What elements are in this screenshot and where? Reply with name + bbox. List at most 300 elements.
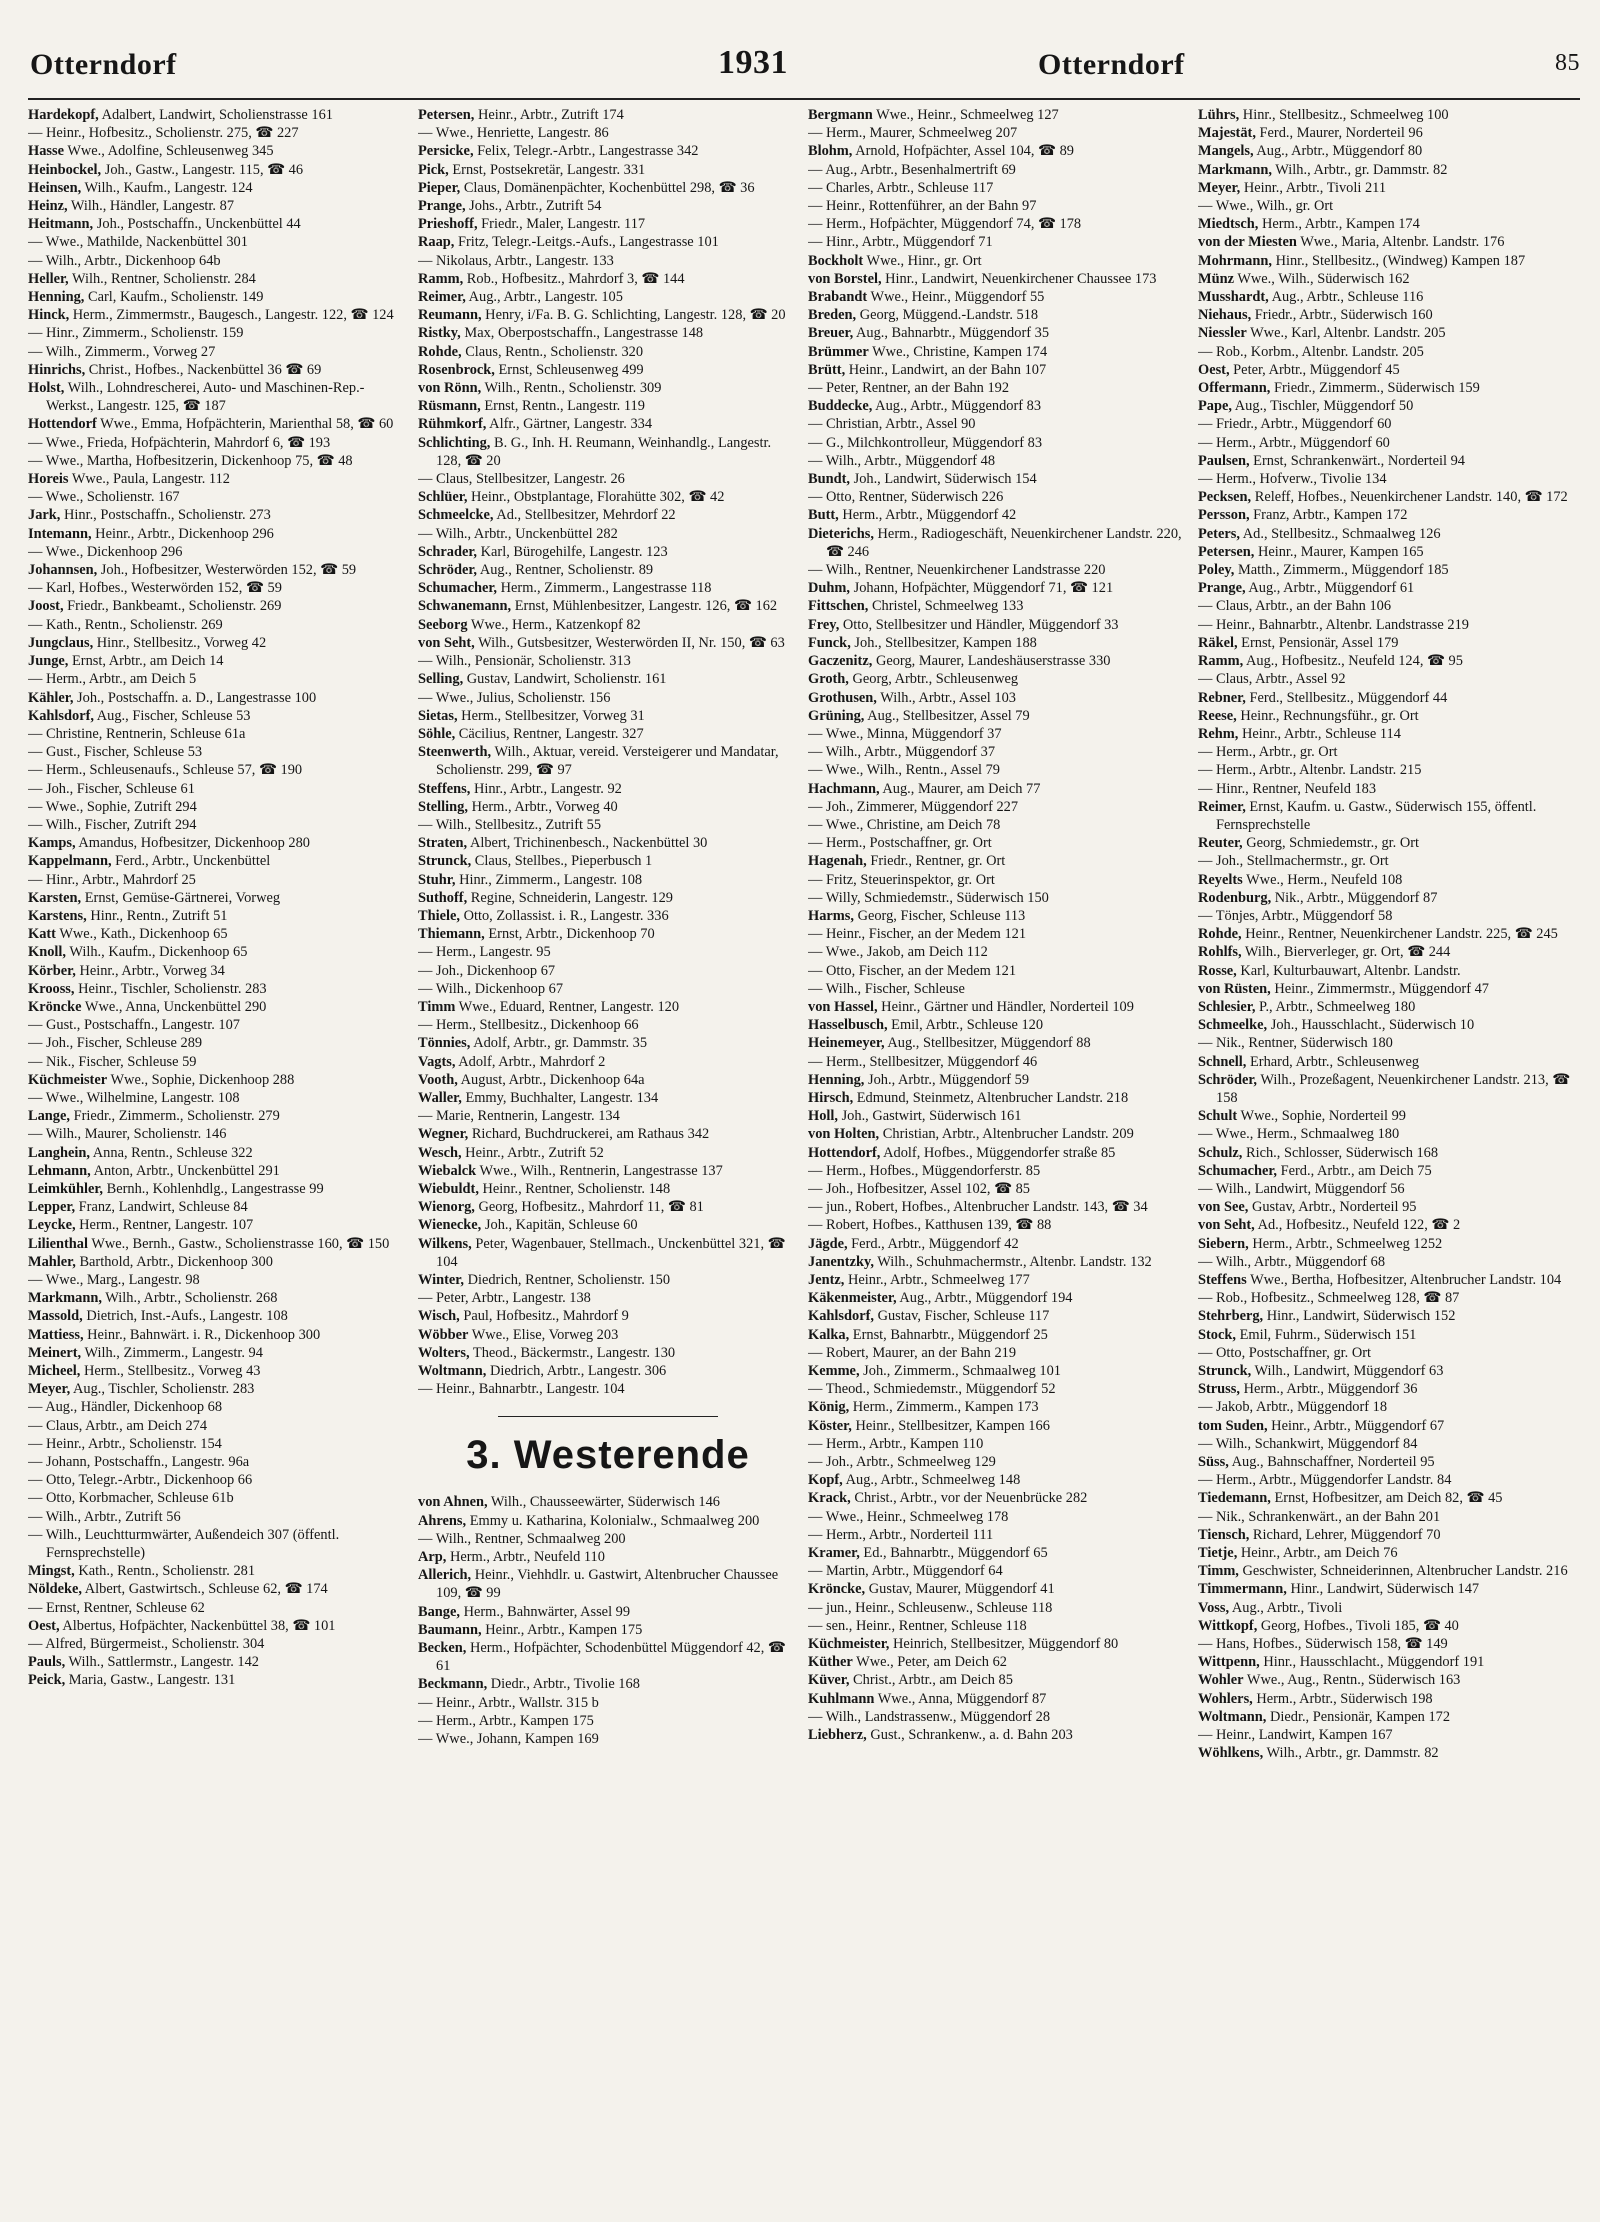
entry-surname: Wilkens,: [418, 1235, 472, 1252]
directory-entry: [28, 1617, 408, 1635]
entry-details: Heinr., Rentner, Neuenkirchener Landstr. 225, ☎ 245: [1241, 926, 1558, 943]
entry-details: — Wilh., Fischer, Schleuse: [808, 980, 965, 997]
entry-details: — Otto, Telegr.-Arbtr., Dickenhoop 66: [28, 1472, 253, 1489]
entry-details: Wwe., Emma, Hofpächterin, Marienthal 58, ☎ 60: [96, 416, 394, 433]
entry-details: Heinr., Rechnungsführ., gr. Ort: [1236, 707, 1419, 724]
directory-entry: [1198, 1016, 1578, 1034]
directory-entry: [28, 525, 408, 543]
directory-columns: [28, 106, 1580, 2106]
directory-entry: [808, 616, 1188, 634]
directory-entry: [28, 1398, 408, 1416]
entry-surname: Ahrens,: [418, 1512, 467, 1529]
directory-entry: [418, 1675, 798, 1693]
directory-entry: [808, 1398, 1188, 1416]
directory-entry: [418, 871, 798, 889]
directory-entry: [28, 1307, 408, 1325]
entry-surname: Lilienthal: [28, 1235, 88, 1252]
directory-entry: [418, 1380, 798, 1398]
directory-entry: [1198, 1216, 1578, 1234]
entry-details: — Wwe., Mathilde, Nackenbüttel 301: [28, 234, 248, 251]
entry-details: — Wwe., Wilh., gr. Ort: [1198, 198, 1334, 215]
directory-entry: [418, 780, 798, 798]
entry-details: Ernst, Arbtr., Dickenhoop 70: [484, 926, 655, 943]
entry-surname: Wöbber: [418, 1326, 469, 1343]
entry-surname: Oest,: [1198, 361, 1230, 378]
entry-details: — Otto, Korbmacher, Schleuse 61b: [28, 1490, 234, 1507]
directory-entry: [28, 1562, 408, 1580]
entry-details: Herm., Zimmerm., Langestrasse 118: [497, 580, 712, 597]
directory-entry: [1198, 124, 1578, 142]
entry-surname: von See,: [1198, 1199, 1249, 1216]
directory-entry: [1198, 142, 1578, 160]
directory-entry: [808, 670, 1188, 688]
entry-surname: Hachmann,: [808, 780, 880, 797]
entry-surname: Baumann,: [418, 1621, 482, 1638]
entry-details: — Herm., Hofpächter, Müggendorf 74, ☎ 178: [808, 216, 1082, 233]
directory-entry: [418, 1603, 798, 1621]
entry-details: Joh., Arbtr., Müggendorf 59: [864, 1071, 1030, 1088]
entry-surname: Mingst,: [28, 1563, 75, 1580]
directory-entry: [28, 488, 408, 506]
directory-entry: [418, 506, 798, 524]
directory-entry: [28, 197, 408, 215]
entry-surname: Woltmann,: [1198, 1708, 1267, 1725]
directory-entry: [418, 179, 798, 197]
directory-entry: [418, 1694, 798, 1712]
entry-details: August, Arbtr., Dickenhoop 64a: [457, 1071, 645, 1088]
directory-entry: [808, 980, 1188, 998]
directory-entry: [1198, 1253, 1578, 1271]
directory-entry: [1198, 634, 1578, 652]
directory-entry: [418, 270, 798, 288]
entry-surname: Holst,: [28, 380, 65, 397]
directory-entry: [28, 1162, 408, 1180]
directory-entry: [808, 506, 1188, 524]
entry-details: Hinr., Postschaffn., Scholienstr. 273: [60, 507, 271, 524]
directory-entry: [28, 1216, 408, 1234]
entry-details: Ernst, Kaufm. u. Gastw., Süderwisch 155, öffentl. Fernsprechstelle: [1216, 798, 1537, 833]
directory-entry: [1198, 980, 1578, 998]
directory-entry: [1198, 1125, 1578, 1143]
directory-entry: [418, 379, 798, 397]
column-2: [418, 106, 798, 2106]
directory-entry: [808, 1653, 1188, 1671]
directory-entry: [28, 124, 408, 142]
directory-entry: [808, 1216, 1188, 1234]
directory-entry: [808, 1508, 1188, 1526]
entry-details: Peter, Wagenbauer, Stellmach., Unckenbüttel 321, ☎ 104: [436, 1235, 786, 1270]
entry-surname: Küver,: [808, 1672, 850, 1689]
entry-details: Kath., Rentn., Scholienstr. 281: [74, 1563, 256, 1580]
directory-entry: [808, 943, 1188, 961]
entry-details: — Wwe., Heinr., Schmeelweg 178: [808, 1508, 1009, 1525]
entry-details: — Karl, Hofbes., Westerwörden 152, ☎ 59: [28, 580, 282, 597]
entry-details: Wilh., Arbtr., gr. Dammstr. 82: [1263, 1745, 1439, 1762]
entry-surname: Johannsen,: [28, 562, 98, 579]
entry-details: Hinr., Landwirt, Süderwisch 152: [1263, 1308, 1456, 1325]
directory-entry: [808, 1034, 1188, 1052]
entry-details: Aug., Arbtr., Langestr. 105: [465, 289, 623, 306]
entry-details: — Tönjes, Arbtr., Müggendorf 58: [1198, 907, 1393, 924]
entry-surname: Niessler: [1198, 325, 1247, 342]
entry-surname: Hottendorf: [28, 416, 97, 433]
entry-details: — Joh., Stellmachermstr., gr. Ort: [1198, 853, 1389, 870]
directory-entry: [418, 252, 798, 270]
directory-entry: [1198, 597, 1578, 615]
entry-details: Aug., Tischler, Müggendorf 50: [1231, 398, 1414, 415]
directory-entry: [808, 1708, 1188, 1726]
directory-entry: [418, 907, 798, 925]
entry-details: Herm., Arbtr., Schmeelweg 1252: [1248, 1235, 1443, 1252]
directory-entry: [28, 998, 408, 1016]
entry-surname: Heinsen,: [28, 179, 82, 196]
entry-surname: Schlichting,: [418, 434, 491, 451]
directory-entry: [418, 1493, 798, 1511]
entry-details: Heinr., Arbtr., Schleuse 114: [1238, 725, 1401, 742]
entry-details: Cäcilius, Rentner, Langestr. 327: [455, 725, 644, 742]
entry-details: Wwe., Kath., Dickenhoop 65: [55, 926, 228, 943]
directory-entry: [1198, 1471, 1578, 1489]
directory-entry: [1198, 1635, 1578, 1653]
entry-details: Aug., Arbtr., Müggendorf 83: [872, 398, 1042, 415]
entry-surname: Meyer,: [28, 1381, 71, 1398]
directory-entry: [28, 379, 408, 415]
entry-surname: Räkel,: [1198, 634, 1238, 651]
entry-details: Heinr., Arbtr., Zutrift 52: [461, 1144, 604, 1161]
directory-entry: [418, 233, 798, 251]
directory-entry: [28, 452, 408, 470]
entry-details: Aug., Arbtr., Schmeelweg 148: [842, 1472, 1021, 1489]
directory-entry: [808, 1053, 1188, 1071]
entry-surname: Breden,: [808, 307, 857, 324]
directory-entry: [28, 761, 408, 779]
entry-details: Wwe., Herm., Neufeld 108: [1242, 871, 1403, 888]
entry-surname: Wisch,: [418, 1308, 460, 1325]
directory-entry: [1198, 889, 1578, 907]
entry-details: Heinr., Arbtr., Kampen 175: [481, 1621, 643, 1638]
entry-surname: von Holten,: [808, 1126, 880, 1143]
entry-surname: Timm,: [1198, 1563, 1239, 1580]
directory-entry: [808, 1307, 1188, 1325]
directory-entry: [1198, 270, 1578, 288]
directory-entry: [28, 324, 408, 342]
directory-entry: [28, 106, 408, 124]
entry-details: Ferd., Arbtr., Müggendorf 42: [847, 1235, 1019, 1252]
entry-details: — Otto, Postschaffner, gr. Ort: [1198, 1344, 1372, 1361]
directory-entry: [28, 142, 408, 160]
entry-surname: Schnell,: [1198, 1053, 1247, 1070]
entry-details: Joh., Gastwirt, Süderwisch 161: [837, 1108, 1022, 1125]
directory-entry: [1198, 998, 1578, 1016]
entry-details: Joh., Postschaffn., Unckenbüttel 44: [93, 216, 301, 233]
entry-surname: Schlesier,: [1198, 998, 1256, 1015]
entry-surname: Wittkopf,: [1198, 1617, 1258, 1634]
entry-details: — Joh., Hofbesitzer, Assel 102, ☎ 85: [808, 1180, 1030, 1197]
entry-details: — Robert, Hofbes., Katthusen 139, ☎ 88: [808, 1217, 1052, 1234]
directory-entry: [28, 506, 408, 524]
entry-details: Herm., Arbtr., Neufeld 110: [446, 1549, 605, 1566]
entry-details: Releff, Hofbes., Neuenkirchener Landstr. 140, ☎ 172: [1251, 489, 1568, 506]
entry-details: Herm., Arbtr., Vorweg 40: [467, 798, 618, 815]
directory-entry: [808, 871, 1188, 889]
entry-details: Heinrich, Stellbesitzer, Müggendorf 80: [889, 1636, 1119, 1653]
entry-surname: Oest,: [28, 1617, 60, 1634]
entry-details: Claus, Rentn., Scholienstr. 320: [461, 343, 644, 360]
directory-entry: [1198, 1489, 1578, 1507]
directory-entry: [1198, 962, 1578, 980]
directory-entry: [1198, 233, 1578, 251]
directory-entry: [28, 1526, 408, 1562]
entry-details: Wwe., Anna, Müggendorf 87: [874, 1690, 1047, 1707]
entry-details: — Heinr., Bahnarbtr., Altenbr. Landstrasse 219: [1198, 616, 1469, 633]
entry-details: Otto, Zollassist. i. R., Langestr. 336: [459, 907, 669, 924]
directory-entry: [418, 943, 798, 961]
entry-surname: Söhle,: [418, 725, 456, 742]
directory-entry: [1198, 1653, 1578, 1671]
entry-details: Wwe., Bernh., Gastw., Scholienstrasse 160, ☎ 150: [87, 1235, 390, 1252]
entry-details: Emmy, Buchhalter, Langestr. 134: [461, 1089, 659, 1106]
entry-details: Matth., Zimmerm., Müggendorf 185: [1234, 562, 1449, 579]
directory-entry: [1198, 1289, 1578, 1307]
entry-details: Wilh., Chausseewärter, Süderwisch 146: [487, 1494, 720, 1511]
entry-details: Herm., Arbtr., Süderwisch 198: [1252, 1690, 1433, 1707]
entry-details: Heinr., Obstplantage, Florahütte 302, ☎ 42: [467, 489, 725, 506]
entry-surname: Reimer,: [1198, 798, 1246, 815]
directory-entry: [808, 925, 1188, 943]
directory-entry: [418, 1089, 798, 1107]
entry-surname: Heinbockel,: [28, 161, 102, 178]
directory-entry: [28, 798, 408, 816]
directory-entry: [1198, 1326, 1578, 1344]
entry-details: — Wwe., Julius, Scholienstr. 156: [418, 689, 611, 706]
entry-surname: Markmann,: [28, 1290, 102, 1307]
entry-details: Wwe., Sophie, Dickenhoop 288: [107, 1071, 295, 1088]
directory-entry: [418, 1216, 798, 1234]
directory-entry: [418, 1144, 798, 1162]
entry-details: Gustav, Maurer, Müggendorf 41: [865, 1581, 1055, 1598]
entry-surname: Tietje,: [1198, 1545, 1238, 1562]
directory-entry: [28, 889, 408, 907]
entry-surname: Poley,: [1198, 562, 1235, 579]
directory-entry: [1198, 1562, 1578, 1580]
column-3: [808, 106, 1188, 2106]
entry-details: Christel, Schmeelweg 133: [868, 598, 1024, 615]
directory-entry: [28, 1107, 408, 1125]
entry-surname: Schult: [1198, 1108, 1238, 1125]
entry-details: — Claus, Stellbesitzer, Langestr. 26: [418, 471, 625, 488]
entry-surname: Münz: [1198, 270, 1234, 287]
entry-surname: Prange,: [1198, 580, 1246, 597]
directory-entry: [418, 161, 798, 179]
entry-surname: Steffens: [1198, 1272, 1247, 1288]
entry-details: Heinr., Stellbesitzer, Kampen 166: [851, 1417, 1050, 1434]
entry-details: Ernst, Rentn., Langestr. 119: [480, 398, 645, 415]
directory-entry: [418, 1235, 798, 1271]
entry-details: Otto, Stellbesitzer und Händler, Müggendorf 33: [839, 616, 1119, 633]
entry-details: Emmy u. Katharina, Kolonialw., Schmaalweg 200: [466, 1512, 760, 1529]
entry-surname: Pecksen,: [1198, 489, 1252, 506]
directory-entry: [28, 233, 408, 251]
directory-entry: [418, 889, 798, 907]
entry-details: Wwe., Christine, Kampen 174: [868, 343, 1048, 360]
entry-details: Wwe., Karl, Altenbr. Landstr. 205: [1246, 325, 1446, 342]
entry-details: Ernst, Bahnarbtr., Müggendorf 25: [849, 1326, 1048, 1343]
entry-details: — Claus, Arbtr., an der Bahn 106: [1198, 598, 1392, 615]
header-year: 1931: [718, 44, 788, 81]
entry-details: Ferd., Maurer, Norderteil 96: [1255, 125, 1423, 142]
directory-entry: [808, 1271, 1188, 1289]
directory-entry: [808, 288, 1188, 306]
entry-surname: Mohrmann,: [1198, 252, 1272, 269]
entry-surname: Kahlsdorf,: [28, 707, 94, 724]
directory-entry: [418, 525, 798, 543]
entry-details: Theod., Bäckermstr., Langestr. 130: [469, 1344, 676, 1361]
entry-surname: Selling,: [418, 671, 464, 688]
entry-details: Franz, Arbtr., Kampen 172: [1249, 507, 1408, 524]
directory-entry: [1198, 324, 1578, 342]
directory-entry: [28, 852, 408, 870]
header-left-town: Otterndorf: [30, 48, 177, 81]
directory-entry: [808, 816, 1188, 834]
entry-details: Heinr., Arbtr., Dickenhoop 296: [91, 525, 274, 542]
entry-surname: Allerich,: [418, 1567, 472, 1584]
entry-surname: Ramm,: [1198, 653, 1244, 670]
entry-details: Wilh., Kaufm., Dickenhoop 65: [66, 944, 248, 961]
entry-surname: Reimer,: [418, 289, 466, 306]
entry-details: Richard, Lehrer, Müggendorf 70: [1249, 1526, 1441, 1543]
entry-details: Wwe., Paula, Langestr. 112: [68, 471, 230, 488]
entry-details: — Wilh., Zimmerm., Vorweg 27: [28, 343, 216, 360]
entry-surname: Seeborg: [418, 616, 468, 633]
entry-surname: Schmeelke,: [1198, 1017, 1268, 1034]
entry-details: Ad., Hofbesitz., Neufeld 122, ☎ 2: [1254, 1217, 1461, 1234]
entry-surname: Holl,: [808, 1108, 838, 1125]
directory-entry: [808, 1071, 1188, 1089]
directory-entry: [808, 1726, 1188, 1744]
entry-details: Friedr., Rentner, gr. Ort: [866, 853, 1006, 870]
entry-surname: Voss,: [1198, 1599, 1230, 1616]
directory-entry: [28, 1380, 408, 1398]
entry-surname: Ristky,: [418, 325, 461, 342]
entry-surname: Hinrichs,: [28, 361, 86, 378]
entry-details: — Wilh., Stellbesitz., Zutrift 55: [418, 816, 602, 833]
entry-surname: Pauls,: [28, 1654, 66, 1671]
directory-entry: [28, 597, 408, 615]
entry-surname: Petersen,: [1198, 543, 1255, 560]
directory-entry: [28, 1489, 408, 1507]
entry-details: — Wwe., Marg., Langestr. 98: [28, 1272, 200, 1288]
directory-entry: [28, 270, 408, 288]
entry-surname: Arp,: [418, 1549, 447, 1566]
entry-details: — Herm., Arbtr., Kampen 175: [418, 1712, 594, 1729]
entry-surname: Hottendorf,: [808, 1144, 881, 1161]
directory-entry: [808, 998, 1188, 1016]
entry-details: Heinr., Gärtner und Händler, Norderteil 109: [877, 998, 1134, 1015]
directory-entry: [28, 1326, 408, 1344]
entry-details: Aug., Arbtr., Müggendorf 61: [1245, 580, 1415, 597]
entry-details: — Joh., Fischer, Schleuse 61: [28, 780, 195, 797]
entry-surname: Wittpenn,: [1198, 1654, 1260, 1671]
entry-details: Gust., Schrankenw., a. d. Bahn 203: [866, 1727, 1073, 1744]
directory-entry: [418, 215, 798, 233]
entry-details: Ad., Stellbesitzer, Mehrdorf 22: [493, 507, 676, 524]
entry-details: — Herm., Maurer, Schmeelweg 207: [808, 125, 1018, 142]
entry-details: Herm., Zimmerm., Kampen 173: [849, 1399, 1039, 1416]
entry-surname: Ramm,: [418, 270, 464, 287]
directory-entry: [28, 252, 408, 270]
directory-entry: [28, 1653, 408, 1671]
entry-details: Edmund, Steinmetz, Altenbrucher Landstr. 218: [853, 1089, 1129, 1106]
entry-details: — Heinr., Hofbesitz., Scholienstr. 275, ☎ 227: [28, 125, 299, 142]
entry-surname: Tönnies,: [418, 1035, 471, 1052]
entry-details: Georg, Hofbesitz., Mahrdorf 11, ☎ 81: [474, 1199, 704, 1216]
entry-surname: Duhm,: [808, 580, 850, 597]
entry-details: — Wilh., Arbtr., Müggendorf 68: [1198, 1253, 1386, 1270]
entry-details: Felix, Telegr.-Arbtr., Langestrasse 342: [473, 143, 699, 160]
directory-entry: [808, 1471, 1188, 1489]
entry-surname: Beckmann,: [418, 1676, 488, 1693]
entry-surname: Bergmann: [808, 107, 873, 123]
entry-surname: Becken,: [418, 1640, 467, 1657]
entry-surname: Kemme,: [808, 1363, 860, 1380]
entry-details: Wwe., Bertha, Hofbesitzer, Altenbrucher Landstr. 104: [1246, 1272, 1562, 1288]
entry-details: Hinr., Stellbesitz., Schmeelweg 100: [1239, 107, 1449, 123]
entry-surname: Kramer,: [808, 1545, 860, 1562]
directory-entry: [1198, 1107, 1578, 1125]
entry-details: — Hinr., Rentner, Neufeld 183: [1198, 780, 1377, 797]
entry-details: Adolf, Arbtr., gr. Dammstr. 35: [470, 1035, 648, 1052]
entry-surname: Persicke,: [418, 143, 474, 160]
directory-entry: [28, 1453, 408, 1471]
entry-details: Hinr., Zimmerm., Langestr. 108: [455, 871, 643, 888]
entry-details: Wilh., Gutsbesitzer, Westerwörden II, Nr. 150, ☎ 63: [474, 634, 785, 651]
directory-entry: [808, 907, 1188, 925]
entry-details: Georg, Arbtr., Schleusenweg: [848, 671, 1019, 688]
entry-surname: Kamps,: [28, 835, 76, 852]
entry-surname: Wohlers,: [1198, 1690, 1253, 1707]
directory-entry: [808, 1326, 1188, 1344]
directory-entry: [1198, 1307, 1578, 1325]
entry-surname: Gaczenitz,: [808, 653, 873, 670]
entry-details: Herm., Arbtr., Kampen 174: [1258, 216, 1420, 233]
entry-surname: Tiedemann,: [1198, 1490, 1271, 1507]
directory-entry: [1198, 579, 1578, 597]
directory-entry: [418, 689, 798, 707]
entry-surname: Stock,: [1198, 1326, 1236, 1343]
entry-surname: Lepper,: [28, 1199, 76, 1216]
entry-details: — Herm., Arbtr., Kampen 110: [808, 1435, 984, 1452]
entry-details: Aug., Fischer, Schleuse 53: [93, 707, 251, 724]
entry-surname: Leycke,: [28, 1217, 76, 1234]
directory-entry: [418, 124, 798, 142]
entry-details: — Wwe., Wilh., Rentn., Assel 79: [808, 762, 1000, 779]
directory-entry: [418, 1566, 798, 1602]
entry-details: Wwe., Herm., Katzenkopf 82: [467, 616, 641, 633]
entry-details: — Marie, Rentnerin, Langestr. 134: [418, 1108, 620, 1125]
entry-surname: Rohde,: [1198, 926, 1242, 943]
directory-entry: [28, 1289, 408, 1307]
entry-details: — Gust., Postschaffn., Langestr. 107: [28, 1017, 240, 1034]
entry-surname: Kappelmann,: [28, 853, 112, 870]
directory-entry: [808, 780, 1188, 798]
entry-details: Ernst, Hofbesitzer, am Deich 82, ☎ 45: [1270, 1490, 1503, 1507]
entry-details: Diedrich, Arbtr., Langestr. 306: [486, 1363, 667, 1380]
entry-surname: Wolters,: [418, 1344, 470, 1361]
entry-details: Aug., Arbtr., Schleuse 116: [1268, 289, 1424, 306]
directory-entry: [418, 1307, 798, 1325]
entry-details: Johs., Arbtr., Zutrift 54: [465, 198, 602, 215]
directory-entry: [808, 434, 1188, 452]
